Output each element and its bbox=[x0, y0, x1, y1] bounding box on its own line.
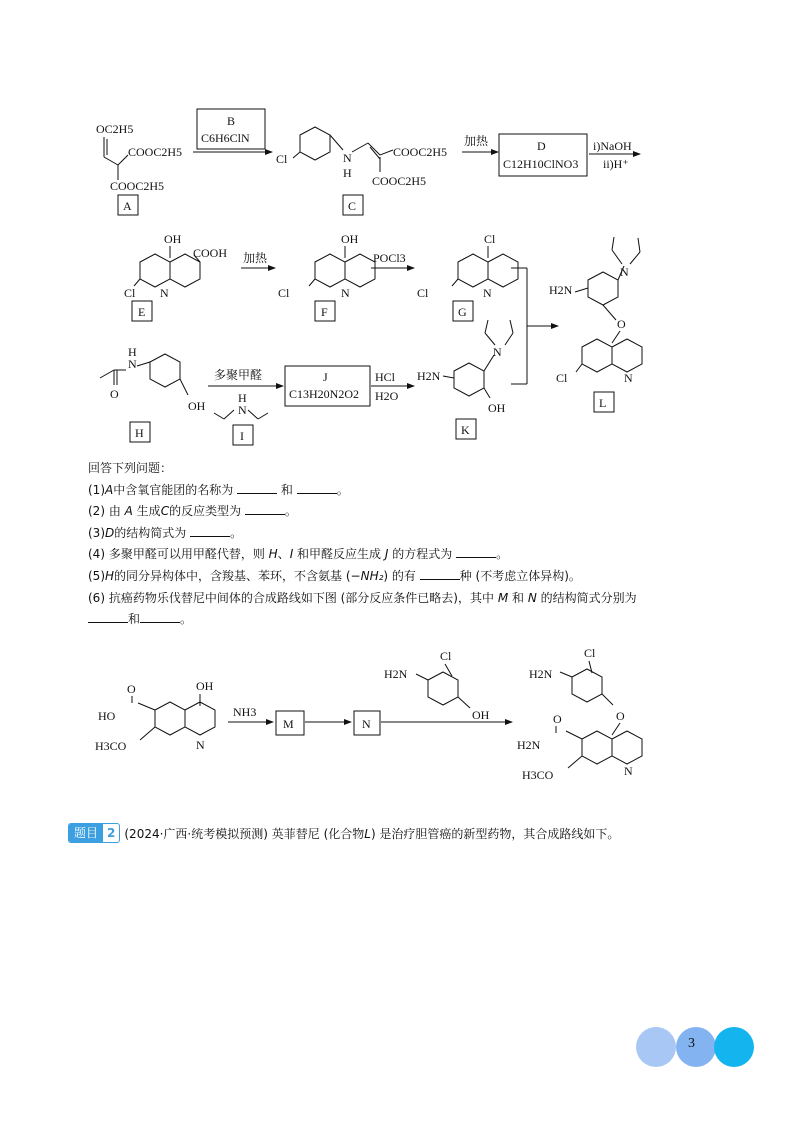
arrow-h-to-j bbox=[208, 366, 414, 445]
answer-blank[interactable] bbox=[190, 524, 230, 537]
compound-j-formula: C13H20N2O2 bbox=[289, 387, 360, 401]
c-ester-top: COOC2H5 bbox=[393, 145, 448, 159]
question-3: (3)D的结构简式为 。 bbox=[88, 525, 243, 540]
product-h2n-top: H2N bbox=[529, 667, 553, 681]
label-l: L bbox=[599, 396, 607, 410]
compound-l bbox=[549, 237, 642, 412]
s2-o: O bbox=[127, 682, 136, 696]
h-h: H bbox=[128, 345, 137, 359]
badge-circle bbox=[636, 1027, 676, 1067]
k-n: N bbox=[493, 345, 502, 359]
label-h: H bbox=[135, 426, 144, 440]
compound-g bbox=[417, 232, 518, 321]
compound-d-letter: D bbox=[537, 139, 546, 153]
c-n: N bbox=[343, 151, 352, 165]
product-cl: Cl bbox=[584, 646, 596, 660]
compound-c bbox=[276, 127, 447, 215]
arrow-f-to-g bbox=[371, 251, 414, 268]
f-cl: Cl bbox=[278, 286, 290, 300]
h-o: O bbox=[110, 387, 119, 401]
questions-intro: 回答下列问题： bbox=[88, 461, 173, 475]
problem-source: (2024·广西·统考模拟预测) bbox=[124, 826, 268, 841]
answer-blank[interactable] bbox=[297, 481, 337, 494]
compound-d-formula: C12H10ClNO3 bbox=[503, 157, 579, 171]
compound-e bbox=[124, 232, 227, 321]
compound-k bbox=[417, 320, 513, 439]
label-e: E bbox=[138, 305, 146, 319]
answer-blank[interactable] bbox=[237, 481, 277, 494]
product-h3co: H3CO bbox=[522, 768, 554, 782]
l-o: O bbox=[617, 317, 626, 331]
e-n: N bbox=[160, 286, 169, 300]
e-cooh: COOH bbox=[193, 246, 228, 260]
heat-1: 加热 bbox=[464, 134, 489, 148]
compound-j-letter: J bbox=[323, 370, 328, 384]
f-n: N bbox=[341, 286, 350, 300]
h-oh: OH bbox=[188, 399, 206, 413]
g-cl-top: Cl bbox=[484, 232, 496, 246]
heat-2: 加热 bbox=[243, 251, 268, 265]
h-n: N bbox=[128, 357, 137, 371]
reagent-polyformaldehyde: 多聚甲醛 bbox=[214, 368, 263, 382]
arrow-a-to-c bbox=[193, 109, 272, 152]
problem-tag-label: 题目 bbox=[69, 824, 103, 842]
compound-h bbox=[100, 345, 206, 442]
aniline-h2n: H2N bbox=[384, 667, 408, 681]
question-6-line2: 和 。 bbox=[88, 609, 728, 631]
scheme2-product bbox=[517, 646, 642, 782]
l-n-quinoline: N bbox=[624, 371, 633, 385]
l-n: N bbox=[620, 265, 629, 279]
problem-tag-number: 2 bbox=[107, 826, 116, 840]
reagent-h2o: H2O bbox=[375, 389, 399, 403]
answer-blank[interactable] bbox=[456, 545, 496, 558]
answer-blank[interactable] bbox=[140, 610, 180, 623]
question-4: (4) 多聚甲醛可以用甲醛代替，则 H、I 和甲醛反应生成 J 的方程式为 。 bbox=[88, 547, 509, 562]
page-number-badge bbox=[636, 1026, 754, 1068]
problem-2-header bbox=[68, 823, 619, 843]
e-oh: OH bbox=[164, 232, 182, 246]
questions-block bbox=[88, 458, 728, 631]
l-cl: Cl bbox=[556, 371, 568, 385]
label-f: F bbox=[321, 305, 328, 319]
compound-a bbox=[96, 122, 182, 215]
badge-circle bbox=[676, 1027, 716, 1067]
s2-ho: HO bbox=[98, 709, 116, 723]
compound-n: N bbox=[362, 717, 371, 731]
label-a: A bbox=[123, 199, 132, 213]
product-h2n-amide: H2N bbox=[517, 738, 541, 752]
answer-blank[interactable] bbox=[245, 502, 285, 515]
i-n: N bbox=[238, 403, 247, 417]
product-n: N bbox=[624, 764, 633, 778]
arrow-e-to-f bbox=[241, 250, 275, 268]
a-ester-top: COOC2H5 bbox=[128, 145, 183, 159]
reagent-naoh: i)NaOH bbox=[593, 139, 632, 153]
label-g: G bbox=[458, 305, 467, 319]
f-oh: OH bbox=[341, 232, 359, 246]
arrow-c-to-e bbox=[462, 133, 640, 176]
scheme2-arrows bbox=[228, 705, 512, 735]
aniline-cl: Cl bbox=[440, 649, 452, 663]
label-i: I bbox=[240, 429, 244, 443]
k-oh: OH bbox=[488, 401, 506, 415]
reagent-hplus: ii)H⁺ bbox=[603, 157, 629, 171]
answer-blank[interactable] bbox=[420, 567, 460, 580]
k-h2n: H2N bbox=[417, 369, 441, 383]
question-2: (2) 由 A 生成C的反应类型为 。 bbox=[88, 504, 297, 519]
reagent-pocl3: POCl3 bbox=[373, 251, 406, 265]
s2-oh: OH bbox=[196, 679, 214, 693]
label-c: C bbox=[348, 199, 357, 213]
c-nh: H bbox=[343, 166, 352, 180]
badge-circle bbox=[714, 1027, 754, 1067]
problem-text: 英菲替尼 (化合物L) 是治疗胆管癌的新型药物，其合成路线如下。 bbox=[271, 826, 620, 841]
question-6: (6) 抗癌药物乐伐替尼中间体的合成路线如下图 (部分反应条件已略去)，其中 M 和 N 的结构简式分别为 bbox=[88, 590, 637, 605]
answer-blank[interactable] bbox=[88, 610, 128, 623]
reagent-hcl: HCl bbox=[375, 370, 396, 384]
e-cl: Cl bbox=[124, 286, 136, 300]
product-o-amide: O bbox=[553, 712, 562, 726]
l-h2n: H2N bbox=[549, 283, 573, 297]
g-cl: Cl bbox=[417, 286, 429, 300]
c-cl: Cl bbox=[276, 152, 288, 166]
aniline-oh: OH bbox=[472, 708, 490, 722]
scheme2-start-material bbox=[95, 679, 215, 753]
question-5: (5)H的同分异构体中，含羧基、苯环，不含氨基 (−NH₂) 的有 种 (不考虑立体异构)。 bbox=[88, 568, 581, 583]
reagent-b-formula: C6H6ClN bbox=[201, 131, 250, 145]
scheme2-aniline-reagent bbox=[384, 649, 490, 722]
c-ester-bottom: COOC2H5 bbox=[372, 174, 427, 188]
compound-f bbox=[278, 232, 375, 321]
reagent-b-letter: B bbox=[227, 114, 236, 128]
a-ethoxy: OC2H5 bbox=[96, 122, 134, 136]
s2-n: N bbox=[196, 738, 205, 752]
reagent-nh3: NH3 bbox=[233, 705, 257, 719]
page-number: 3 bbox=[688, 1036, 695, 1051]
question-1: (1)A中含氧官能团的名称为 和 。 bbox=[88, 482, 349, 497]
product-o-ether: O bbox=[616, 709, 625, 723]
g-n: N bbox=[483, 286, 492, 300]
i-h: H bbox=[238, 391, 247, 405]
s2-h3co: H3CO bbox=[95, 739, 127, 753]
problem-tag bbox=[68, 823, 120, 843]
a-ester-bottom: COOC2H5 bbox=[110, 179, 165, 193]
compound-m: M bbox=[283, 717, 294, 731]
label-k: K bbox=[461, 423, 470, 437]
